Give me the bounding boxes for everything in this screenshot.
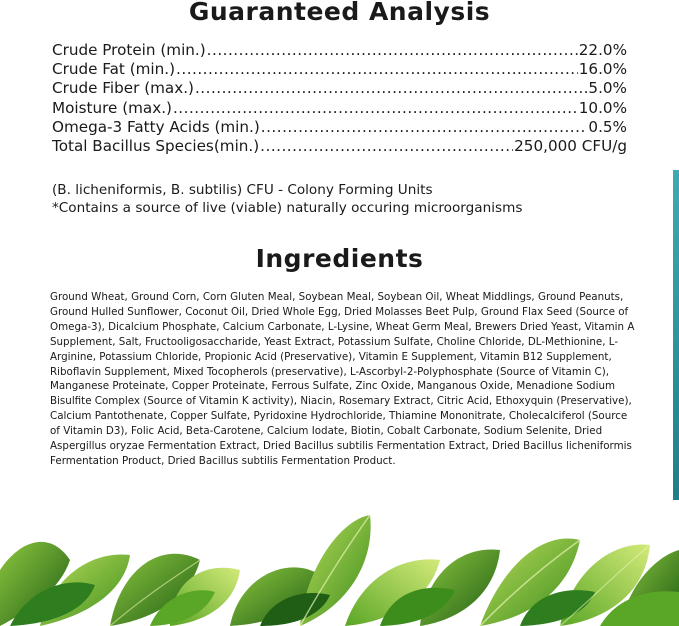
- analysis-label: Crude Fiber (max.): [52, 79, 194, 98]
- analysis-row: [52, 79, 627, 98]
- analysis-label: Omega-3 Fatty Acids (min.): [52, 117, 260, 136]
- cfu-note: (B. licheniformis, B. subtilis) CFU - Colony Forming Units: [52, 182, 433, 198]
- guaranteed-analysis-title: Guaranteed Analysis: [188, 0, 491, 26]
- analysis-table: [52, 41, 627, 156]
- microorganisms-note: *Contains a source of live (viable) naturally occuring microorganisms: [52, 200, 523, 216]
- analysis-label: Crude Protein (min.): [52, 41, 206, 59]
- analysis-value: 10.0%: [578, 98, 627, 117]
- analysis-notes: [52, 181, 652, 217]
- analysis-row: [52, 60, 627, 79]
- analysis-value: 22.0%: [578, 41, 627, 59]
- dot-leader: [176, 60, 578, 79]
- analysis-row: [52, 99, 627, 118]
- analysis-value: .5.0%: [583, 79, 627, 98]
- analysis-value: 0.5%: [588, 117, 627, 136]
- analysis-label: Moisture (max.): [52, 98, 172, 117]
- dot-leader: [261, 118, 588, 137]
- dot-leader: [260, 137, 513, 156]
- analysis-label: Total Bacillus Species(min.): [52, 137, 260, 156]
- dot-leader: [195, 79, 583, 98]
- analysis-row: [52, 118, 627, 137]
- ingredients-title: Ingredients: [255, 244, 424, 273]
- ingredients-list: Ground Wheat, Ground Corn, Corn Gluten Meal, Soybean Meal, Soybean Oil, Wheat Middlings, Ground Peanuts, Ground Hulled Sunflower, Coconut Oil, Dried Whole Egg, Dried Molasses Beet Pulp, Ground Flax Seed (Source of Omega-3), Dicalcium Phosphate, Calcium Carbonate, L-Lysine, Wheat Germ Meal, Brewers Dried Yeast, Vitamin A Supplement, Salt, Fructooligosaccharide, Yeast Extract, Potassium Sulfate, Choline Chloride, DL-Methionine, L-Arginine, Potassium Chloride, Propionic Acid (Preservative), Vitamin E Supplement, Vitamin B12 Supplement, Riboflavin Supplement, Mixed Tocopherols (preservative), L-Ascorbyl-2-Polyphosphate (Source of Vitamin C), Manganese Proteinate, Copper Proteinate, Ferrous Sulfate, Zinc Oxide, Manganous Oxide, Menadione Sodium Bisulfite Complex (Source of Vitamin K activity), Niacin, Rosemary Extract, Citric Acid, Ethoxyquin (Preservative), Calcium Pantothenate, Copper Sulfate, Pyridoxine Hydrochloride, Thiamine Mononitrate, Cholecalciferol (Source of Vitamin D3), Folic Acid, Beta-Carotene, Calcium Iodate, Biotin, Cobalt Carbonate, Sodium Selenite, Dried Aspergillus oryzae Fermentation Extract, Dried Bacillus subtilis Fermentation Extract, Dried Bacillus licheniformis Fermentation Product, Dried Bacillus subtilis Fermentation Product.: [50, 291, 635, 467]
- side-accent-strip: [673, 170, 679, 500]
- analysis-value: 16.0%: [578, 60, 627, 79]
- analysis-row: [52, 137, 627, 156]
- analysis-label: Crude Fat (min.): [52, 60, 176, 79]
- analysis-row: [52, 41, 627, 60]
- dot-leader: [207, 41, 578, 60]
- green-leaves-icon: [0, 500, 679, 626]
- dot-leader: [173, 99, 578, 118]
- analysis-value: 250,000 CFU/g: [514, 137, 627, 156]
